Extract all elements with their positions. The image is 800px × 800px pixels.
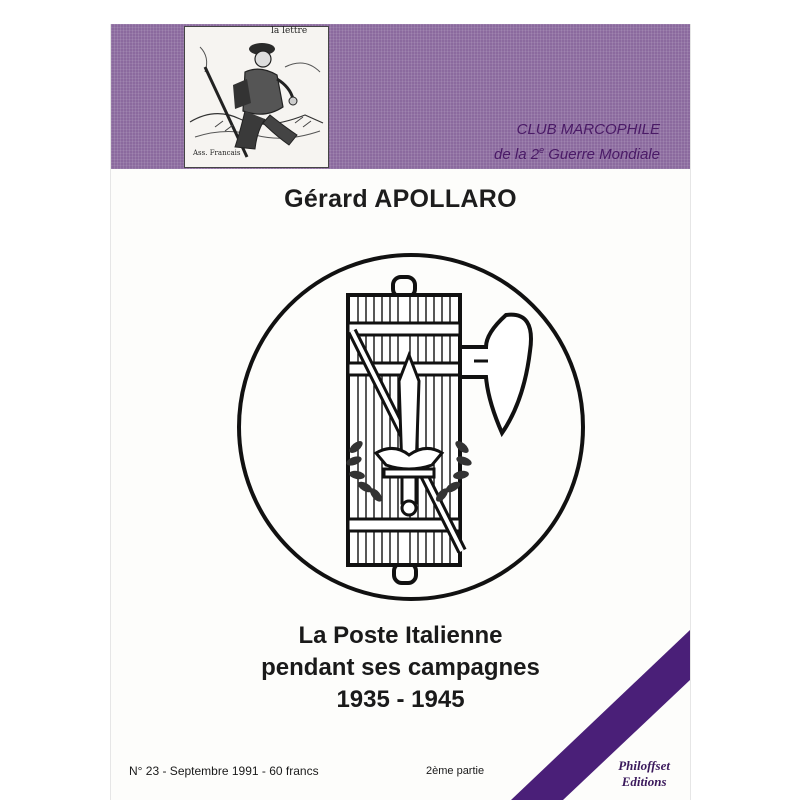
- club-line-1: CLUB MARCOPHILE: [516, 121, 660, 138]
- vignette-signature: Ass. Francais: [193, 149, 241, 157]
- publisher-logo: [618, 758, 670, 790]
- publisher-line-2: Editions: [621, 774, 667, 789]
- author-name: Gérard APOLLARO: [284, 185, 517, 213]
- corner-stripe: [111, 24, 690, 800]
- vignette-label: la lettre: [271, 26, 308, 36]
- part-label: 2ème partie: [426, 765, 485, 777]
- title-line-1: La Poste Italienne: [298, 622, 503, 649]
- club-line-2: de la 2e Guerre Mondiale: [494, 145, 660, 163]
- book-cover: [110, 24, 691, 800]
- title-line-3: 1935 - 1945: [336, 686, 465, 713]
- issue-info: N° 23 - Septembre 1991 - 60 francs: [129, 764, 319, 778]
- title-line-2: pendant ses campagnes: [261, 654, 540, 681]
- publisher-line-1: Philoffset: [618, 758, 670, 773]
